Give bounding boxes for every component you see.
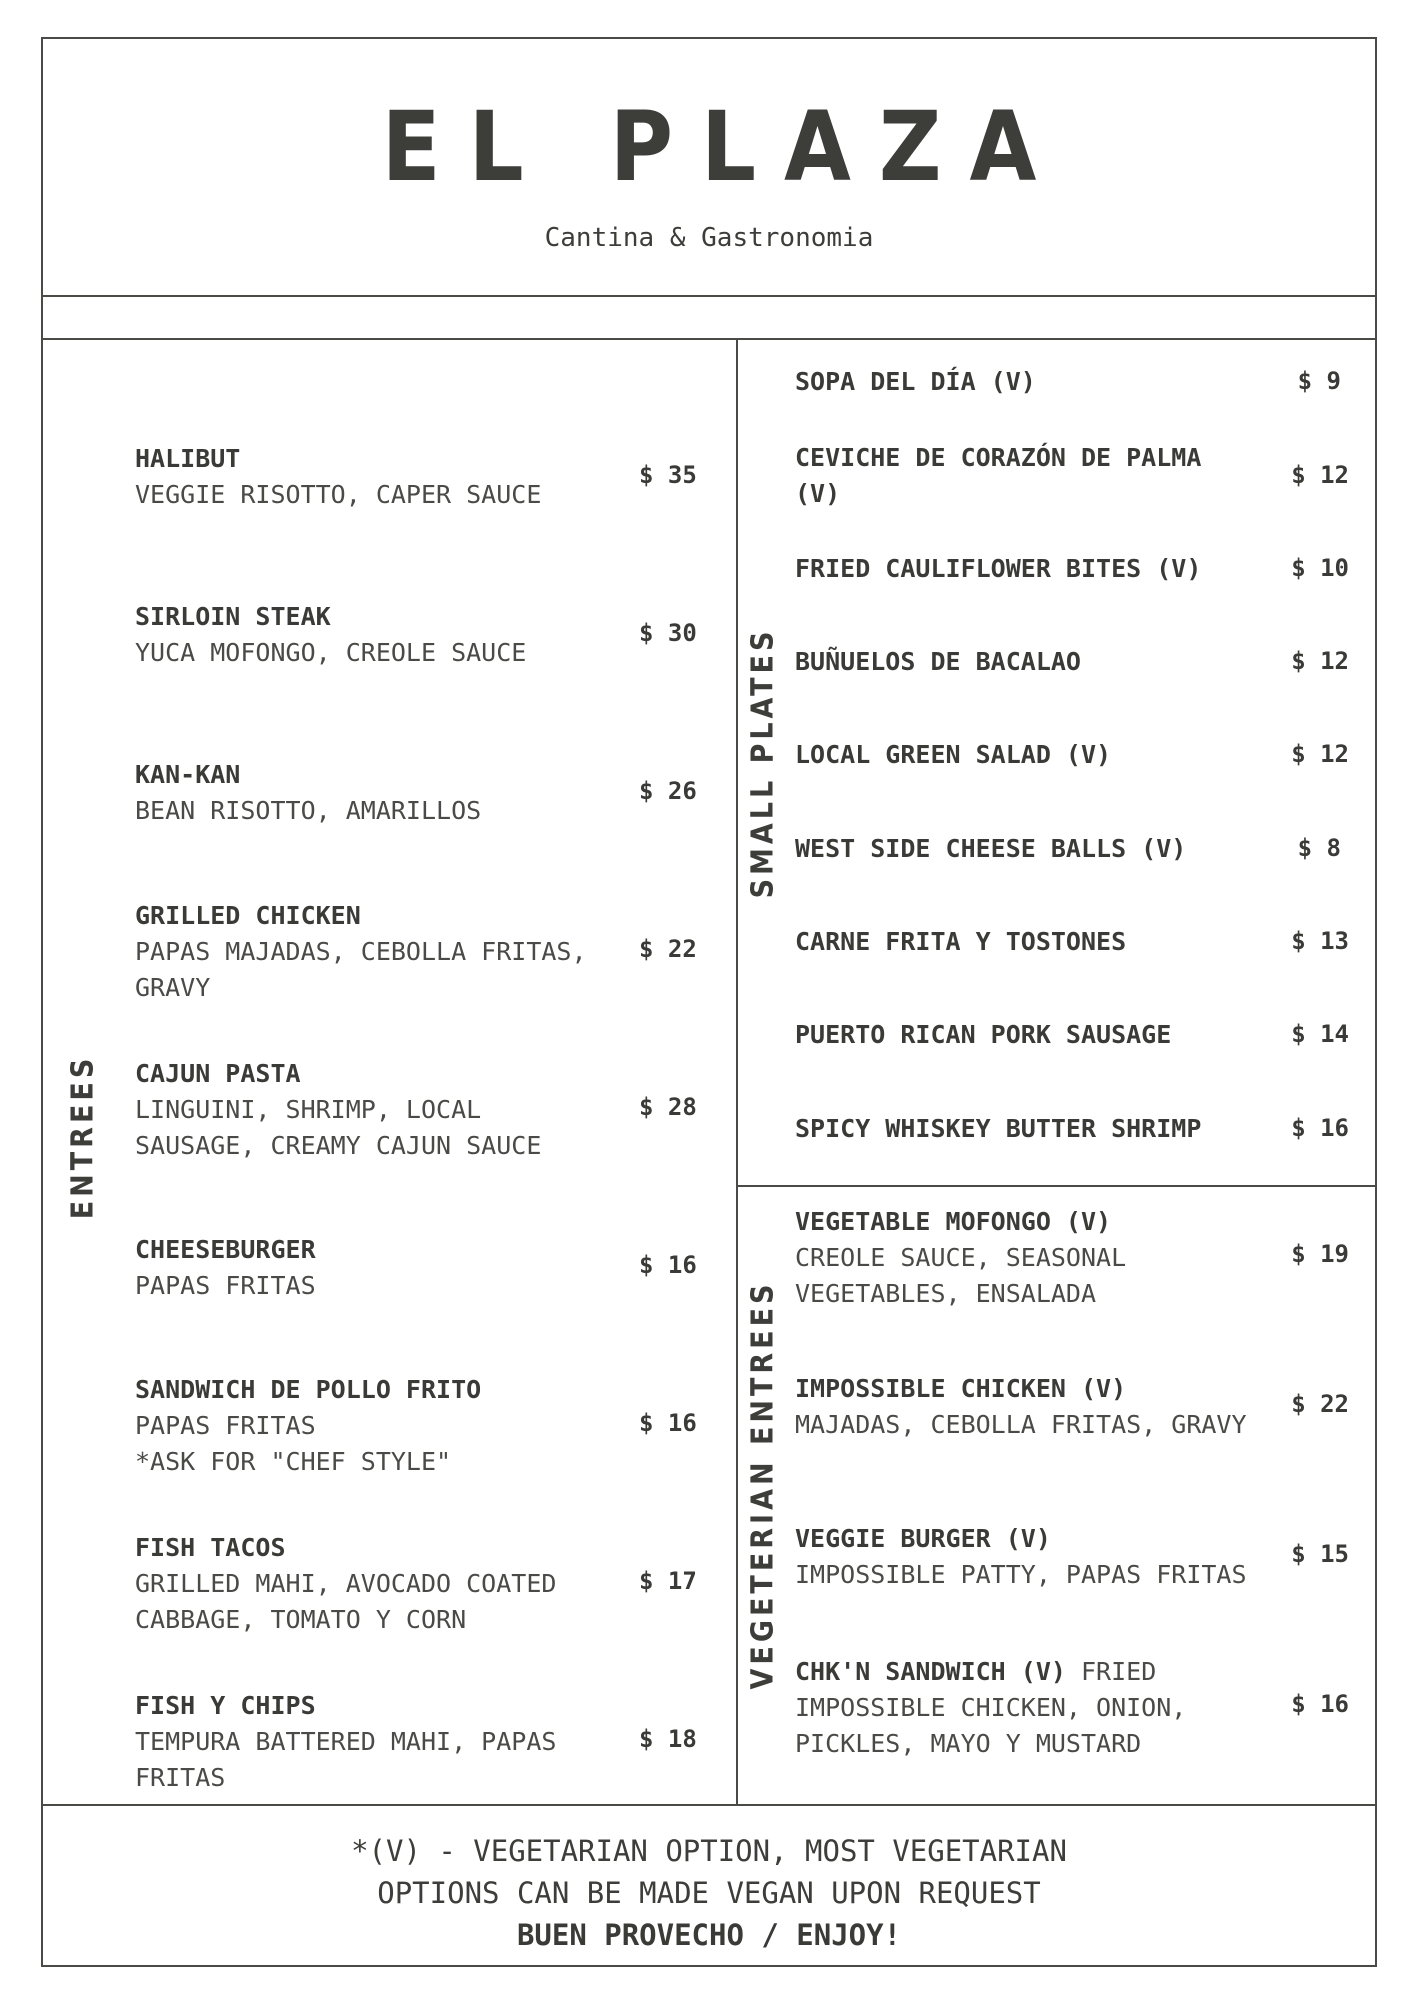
menu-item-description: YUCA MOFONGO, CREOLE SAUCE (135, 638, 527, 667)
menu-item-price: $ 16 (1291, 1690, 1349, 1718)
menu-item-name: VEGETABLE MOFONGO (V) (795, 1207, 1112, 1236)
menu-header (43, 39, 1375, 297)
menu-item-description: BEAN RISOTTO, AMARILLOS (135, 796, 482, 825)
menu-item-price: $ 17 (639, 1567, 697, 1595)
menu-item (135, 1530, 655, 1638)
menu-item-name: SIRLOIN STEAK (135, 602, 331, 631)
menu-item-description: IMPOSSIBLE PATTY, PAPAS FRITAS (795, 1560, 1247, 1589)
vegetarian-note-line-1: *(V) - VEGETARIAN OPTION, MOST VEGETARIAN (351, 1834, 1067, 1868)
menu-item (795, 1521, 1295, 1593)
menu-item-name: CAJUN PASTA (135, 1059, 301, 1088)
menu-item (135, 599, 655, 671)
menu-item-price: $ 9 (1297, 367, 1341, 395)
menu-item (795, 1204, 1295, 1312)
menu-item-description: PAPAS MAJADAS, CEBOLLA FRITAS, GRAVY (135, 937, 587, 1002)
menu-item (795, 1654, 1295, 1762)
menu-item-name: FRIED CAULIFLOWER BITES (V) (795, 554, 1202, 583)
restaurant-subtitle: Cantina & Gastronomia (544, 223, 874, 253)
vegetarian-entrees-section-label: VEGETERIAN ENTREES (745, 1280, 781, 1690)
entrees-section (43, 340, 738, 1806)
menu-item-price: $ 22 (639, 935, 697, 963)
menu-item-price: $ 16 (1291, 1114, 1349, 1142)
menu-item-name: IMPOSSIBLE CHICKEN (V) (795, 1374, 1127, 1403)
menu-item-price: $ 13 (1291, 927, 1349, 955)
menu-item-price: $ 26 (639, 777, 697, 805)
closing-greeting: BUEN PROVECHO / ENJOY! (516, 1918, 902, 1952)
menu-item-name: BUÑUELOS DE BACALAO (795, 647, 1081, 676)
menu-item-price: $ 16 (639, 1409, 697, 1437)
menu-item-name: CHK'N SANDWICH (V) (795, 1657, 1066, 1686)
menu-item (135, 1232, 655, 1304)
menu-item-description: MAJADAS, CEBOLLA FRITAS, GRAVY (795, 1410, 1247, 1439)
menu-item-price: $ 35 (639, 461, 697, 489)
menu-item-description: PAPAS FRITAS (135, 1271, 316, 1300)
restaurant-name: EL PLAZA (381, 91, 1065, 203)
menu-item-name: SPICY WHISKEY BUTTER SHRIMP (795, 1114, 1202, 1143)
menu-item-name: CEVICHE DE CORAZÓN DE PALMA (V) (795, 443, 1202, 508)
menu-item-price: $ 22 (1291, 1390, 1349, 1418)
menu-item-name: PUERTO RICAN PORK SAUSAGE (795, 1020, 1172, 1049)
menu-item-price: $ 12 (1291, 461, 1349, 489)
menu-item (135, 1056, 655, 1164)
small-plates-section-label: SMALL PLATES (745, 627, 781, 899)
menu-item-name: GRILLED CHICKEN (135, 901, 361, 930)
menu-item-price: $ 16 (639, 1251, 697, 1279)
menu-item-description: PAPAS FRITAS *ASK FOR "CHEF STYLE" (135, 1411, 452, 1476)
menu-item-description: LINGUINI, SHRIMP, LOCAL SAUSAGE, CREAMY CAJUN SAUCE (135, 1095, 542, 1160)
menu-item-price: $ 12 (1291, 740, 1349, 768)
small-plates-section (738, 340, 1377, 1187)
menu-item-price: $ 30 (639, 619, 697, 647)
menu-item-description: TEMPURA BATTERED MAHI, PAPAS FRITAS (135, 1727, 557, 1792)
menu-item (795, 1371, 1295, 1443)
menu-item-name: WEST SIDE CHEESE BALLS (V) (795, 834, 1187, 863)
menu-item-description: VEGGIE RISOTTO, CAPER SAUCE (135, 480, 542, 509)
menu-item-name: HALIBUT (135, 444, 241, 473)
menu-item-price: $ 15 (1291, 1540, 1349, 1568)
vegetarian-note-line-2: OPTIONS CAN BE MADE VEGAN UPON REQUEST (377, 1876, 1041, 1910)
menu-item-name: FISH TACOS (135, 1533, 286, 1562)
menu-item-price: $ 19 (1291, 1240, 1349, 1268)
menu-footer (43, 1806, 1375, 1967)
menu-frame (41, 37, 1377, 1967)
menu-item-price: $ 10 (1291, 554, 1349, 582)
menu-item-name: SOPA DEL DÍA (V) (795, 367, 1036, 396)
menu-item-price: $ 18 (639, 1725, 697, 1753)
menu-item-description-text: FRIED IMPOSSIBLE CHICKEN, ONION, PICKLES, MAYO Y MUSTARD (795, 1657, 1187, 1758)
menu-item (135, 441, 655, 513)
menu-item-price: $ 8 (1297, 834, 1341, 862)
menu-item (135, 1688, 655, 1796)
menu-item-price: $ 28 (639, 1093, 697, 1121)
menu-item-name: KAN-KAN (135, 760, 241, 789)
menu-item (135, 757, 655, 829)
entrees-section-label: ENTREES (65, 1054, 101, 1220)
menu-item-name: FISH Y CHIPS (135, 1691, 316, 1720)
menu-item (135, 1372, 655, 1480)
vegetarian-entrees-section (738, 1187, 1377, 1806)
menu-item-description: GRILLED MAHI, AVOCADO COATED CABBAGE, TOMATO Y CORN (135, 1569, 557, 1634)
menu-item-name: VEGGIE BURGER (V) (795, 1524, 1051, 1553)
menu-item-name: CHEESEBURGER (135, 1235, 316, 1264)
menu-item-price: $ 14 (1291, 1020, 1349, 1048)
menu-item-description: CREOLE SAUCE, SEASONAL VEGETABLES, ENSALADA (795, 1243, 1127, 1308)
menu-item-description (795, 1654, 1295, 1762)
menu-item (135, 898, 655, 1006)
menu-item-price: $ 12 (1291, 647, 1349, 675)
menu-item-name: LOCAL GREEN SALAD (V) (795, 740, 1112, 769)
menu-item-name: SANDWICH DE POLLO FRITO (135, 1375, 482, 1404)
header-divider-band (43, 297, 1375, 340)
menu-item-name: CARNE FRITA Y TOSTONES (795, 927, 1127, 956)
